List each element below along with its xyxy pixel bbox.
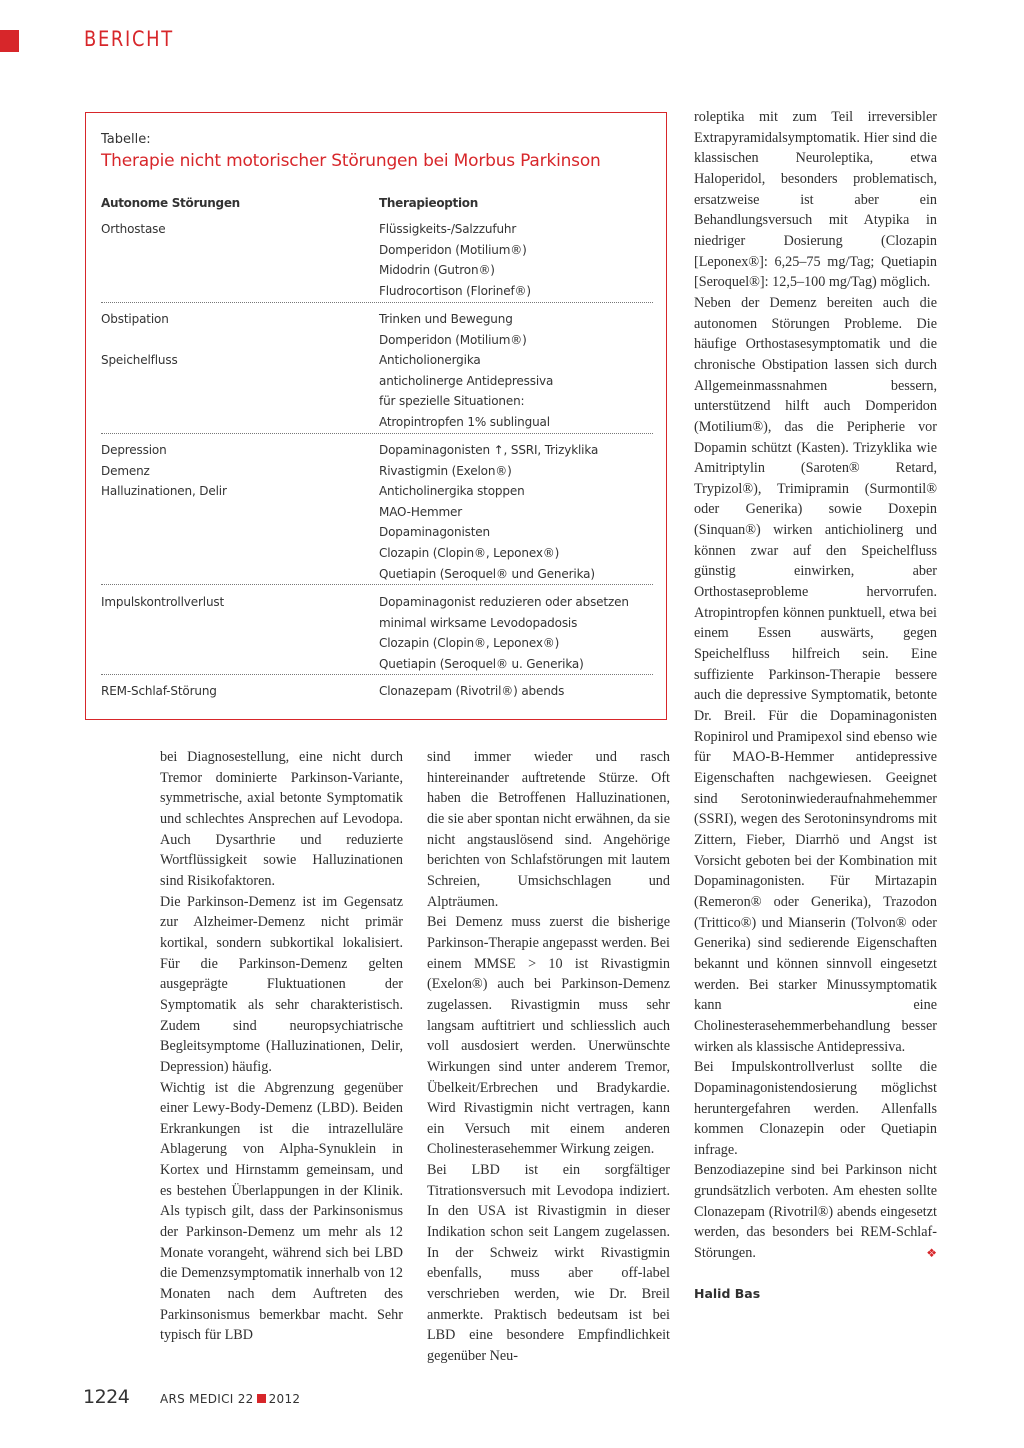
table-divider [101, 584, 653, 585]
magazine-year: 2012 [268, 1392, 301, 1406]
table-header-right: Therapieoption [379, 196, 478, 210]
table-cell-disorder: Speichelfluss [101, 353, 178, 368]
table-cell-therapy: Dopaminagonisten [379, 525, 490, 540]
paragraph [694, 107, 937, 293]
table-header-left: Autonome Störungen [101, 196, 240, 210]
paragraph [694, 1160, 937, 1263]
end-of-article-icon: ❖ [926, 1246, 937, 1261]
table-cell-disorder: Orthostase [101, 222, 166, 236]
paragraph-text: Bei LBD ist ein sorgfältiger Titrationsversuch mit Levodopa indiziert. In den USA ist Rivastigmin in dieser Indikation schon seit Langem zugelassen. In der Schweiz wirkt Rivastigmin ebenfalls, muss aber off-label verschrieben werden, wie Dr. Breil anmerkte. Praktisch bedeutsam ist bei LBD eine besondere Empfindlichkeit gegenüber Neu- [427, 1162, 670, 1365]
paragraph [694, 1057, 937, 1160]
issue-separator [257, 1394, 266, 1403]
table-divider [101, 674, 653, 675]
paragraph-text: Die Parkinson-Demenz ist im Gegensatz zur Alzheimer-Demenz nicht primär kortikal, sondern subkortikal lokalisiert. Für die Parkinson-Demenz gelten ausgeprägte Fluktuationen der Symptomatik als sehr charakteristisch. Zudem sind neuropsychiatrische Begleitsymptome (Halluzinationen, Delir, Depression) häufig. [160, 893, 403, 1075]
table-cell-therapy: MAO-Hemmer [379, 504, 463, 519]
paragraph [160, 747, 403, 892]
table-cell-therapy: Domperidon (Motilium®) [379, 332, 527, 347]
paragraph [160, 1078, 403, 1347]
table-cell-disorder: Impulskontrollverlust [101, 595, 225, 609]
paragraph-text: Bei Impulskontrollverlust sollte die Dopaminagonistendosierung möglichst heruntergefahren werden. Allenfalls kommen Clonazepin oder Quetiapin infrage. [694, 1059, 937, 1158]
table-cell-therapy: anticholinerge Antidepressiva [379, 373, 554, 388]
table-cell-therapy: Midodrin (Gutron®) [379, 263, 495, 278]
table-cell-therapy: Clozapin (Clopin®, Leponex®) [379, 546, 560, 560]
table-cell-disorder: Halluzinationen, Delir [101, 484, 227, 499]
paragraph-text: Wichtig ist die Abgrenzung gegenüber einer Lewy-Body-Demenz (LBD). Beiden Erkrankungen ist die intrazelluläre Ablagerung von Alpha-Synuklein in Kortex und Hirnstamm gemeinsam, und es bestehen Überlappungen in der Klinik. Als typisch gilt, dass der Parkinsonismus der Parkinson-Demenz um mehr als 12 Monate vorangeht, während sich bei LBD die Demenzsymptomatik innerhalb von 12 Monaten nach dem Auftreten des Parkinsonismus bemerkbar macht. Sehr typisch für LBD [160, 1079, 403, 1344]
table-cell-therapy: Anticholionergika [379, 353, 481, 368]
table-label: Tabelle: [101, 132, 151, 147]
table-cell-therapy: Atropintropfen 1% sublingual [379, 415, 550, 429]
table-cell-therapy: Flüssigkeits-/Salzzufuhr [379, 222, 517, 236]
table-cell-therapy: Domperidon (Motilium®) [379, 242, 527, 257]
table-divider [101, 433, 653, 434]
paragraph-text: Bei Demenz muss zuerst die bisherige Parkinson-Therapie angepasst werden. Bei einem MMSE > 10 ist Rivastigmin (Exelon®) auch bei Parkinson-Demenz zugelassen. Rivastigmin muss sehr langsam auftitriert und schliesslich auch voll ausdosiert werden. Unerwünschte Wirkungen sind unter anderem Tremor, Übelkeit/Erbrechen und Bradykardie. Wird Rivastigmin nicht vertragen, kann ein Versuch mit einem anderen Cholinesterasehemmer Wirkung zeigen. [427, 914, 670, 1158]
table-cell-disorder: Depression [101, 443, 167, 457]
paragraph [160, 892, 403, 1078]
table-title: Therapie nicht motorischer Störungen bei Morbus Parkinson [101, 151, 601, 171]
table-divider [101, 302, 653, 303]
magazine-info [160, 1392, 300, 1406]
table-cell-therapy: Quetiapin (Seroquel® und Generika) [379, 566, 595, 581]
body-column-3 [694, 107, 937, 1304]
paragraph [427, 1160, 670, 1367]
table-cell-therapy: Anticholinergika stoppen [379, 484, 525, 499]
magazine-name: ARS MEDICI 22 [160, 1392, 254, 1406]
table-cell-therapy: Fludrocortison (Florinef®) [379, 283, 531, 298]
page-number: 1224 [83, 1386, 130, 1408]
paragraph [694, 293, 937, 1057]
paragraph [427, 747, 670, 912]
paragraph [427, 912, 670, 1160]
paragraph-text: sind immer wieder und rasch hintereinander auftretende Stürze. Oft haben die Betroffenen Halluzinationen, die sie aber spontan nicht erwähnen, da sie nicht angstauslösend sind. Angehörige berichten von Schlafstörungen mit lautem Schreien, Umsichschlagen und Alpträumen. [427, 749, 670, 910]
table-cell-therapy: Trinken und Bewegung [379, 312, 513, 326]
paragraph-text: bei Diagnosestellung, eine nicht durch Tremor dominierte Parkinson-Variante, symmetrische, axial betonte Symptomatik und schlechtes Ansprechen auf Levodopa. Auch Dysarthrie und reduzierte Wortflüssigkeit sowie Halluzinationen sind Risikofaktoren. [160, 749, 403, 889]
section-marker [0, 30, 19, 52]
table-cell-therapy: Dopaminagonist reduzieren oder absetzen [379, 595, 629, 609]
paragraph-text: roleptika mit zum Teil irreversibler Extrapyramidalsymptomatik. Hier sind die klassischen Neuroleptika, etwa Haloperidol, besonders problematisch, ersatzweise ist aber ein Behandlungsversuch mit Atypika in niedriger Dosierung (Clozapin [Leponex®]: 6,25–75 mg/Tag; Quetiapin [Seroquel®]: 12,5–100 mg/Tag) möglich. [694, 109, 937, 291]
table-cell-disorder: Demenz [101, 463, 150, 478]
author-name: Halid Bas [694, 1285, 761, 1301]
body-column-2 [427, 747, 670, 1367]
table-cell-therapy: Rivastigmin (Exelon®) [379, 463, 512, 478]
table-cell-disorder: Obstipation [101, 312, 169, 326]
table-cell-therapy: Dopaminagonisten ↑, SSRI, Trizyklika [379, 443, 599, 457]
table-cell-therapy: Quetiapin (Seroquel® u. Generika) [379, 656, 584, 671]
table-cell-therapy: minimal wirksame Levodopadosis [379, 615, 578, 630]
body-column-1 [160, 747, 403, 1346]
table-cell-therapy: für spezielle Situationen: [379, 394, 525, 409]
therapy-table [85, 112, 667, 720]
table-cell-therapy: Clonazepam (Rivotril®) abends [379, 684, 565, 698]
table-cell-disorder: REM-Schlaf-Störung [101, 684, 217, 698]
section-title: BERICHT [84, 27, 174, 51]
paragraph-text: Neben der Demenz bereiten auch die autonomen Störungen Probleme. Die häufige Orthostasesymptomatik und die chronische Obstipation lassen sich durch Allgemeinmassnahmen bessern, unterstützend hilft auch Domperidon (Motilium®), das die Peripherie vor Dopamin schützt (Kasten). Trizyklika wie Amitriptylin (Saroten® Retard, Trypizol®), Trimipramin (Surmontil® oder Generika) sowie Doxepin (Sinquan®) wirken antichiolinerg und können zwar auf den Speichelfluss günstig einwirken, aber Orthostaseprobleme hervorrufen. Atropintropfen können punktuell, etwa bei einem Essen auswärts, gegen Speichelfluss hilfreich sein. Eine suffiziente Parkinson-Therapie bessere auch die depressive Symptomatik, betonte Dr. Breil. Für die Dopaminagonisten Ropinirol und Pramipexol sind ebenso wie für MAO-B-Hemmer antidepressive Eigenschaften nachgewiesen. Geeignet sind Serotoninwiederaufnahmehemmer (SSRI), wegen des Serotoninsyndroms mit Zittern, Fieber, Diarrhö und Angst ist Vorsicht geboten bei der Kombination mit Dopaminagonisten. Für Mirtazapin (Remeron® oder Generika), Trazodon (Trittico®) und Mianserin (Tolvon® oder Generika) sind sedierende Eigenschaften bekannt und können sinnvoll eingesetzt werden. Bei starker Minussymptomatik kann eine Cholinesterasehemmerbehandlung besser wirken als klassische Antidepressiva. [694, 294, 937, 1055]
paragraph-text: Benzodiazepine sind bei Parkinson nicht grundsätzlich verboten. Am ehesten sollte Clonazepam (Rivotril®) abends eingesetzt werden, das besonders bei REM-Schlaf-Störungen. [694, 1162, 937, 1262]
table-cell-therapy: Clozapin (Clopin®, Leponex®) [379, 636, 560, 651]
